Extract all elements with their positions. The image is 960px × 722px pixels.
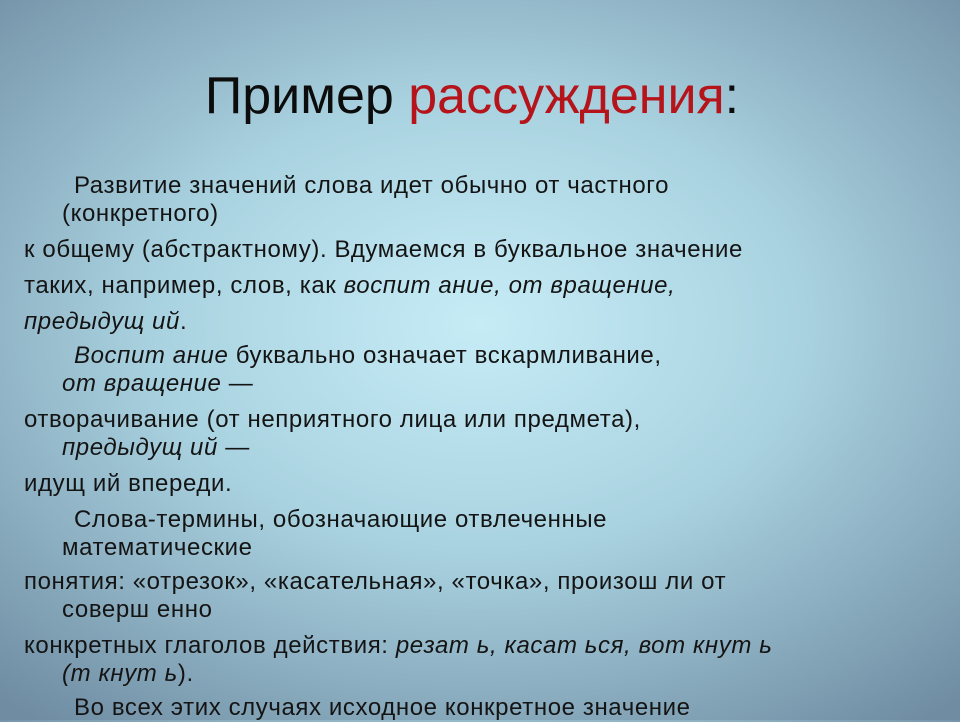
text-line: Воспит ание буквально означает вскармливание, (74, 342, 662, 369)
text-line: к общему (абстрактному). Вдумаемся в буквальное значение (24, 236, 743, 263)
text-line: математические (62, 534, 253, 561)
text-line: предыдущ ий. (24, 308, 188, 335)
text-line: конкретных глаголов действия: резат ь, касат ься, вот кнут ь (24, 632, 773, 659)
text-line: (конкретного) (62, 200, 219, 227)
title-colon: : (724, 67, 740, 125)
italic-term: (т кнут ь (62, 660, 178, 687)
text-line: отворачивание (от неприятного лица или предмета), (24, 406, 641, 433)
text-line: предыдущ ий — (62, 434, 250, 461)
text-line: (т кнут ь). (62, 660, 194, 687)
italic-term: резат ь, касат ься, вот кнут ь (395, 632, 773, 659)
italic-term: воспит ание, от вращение, (343, 272, 676, 299)
text-line: таких, например, слов, как воспит ание, от вращение, (24, 272, 676, 299)
italic-term: предыдущ ий (24, 308, 180, 335)
text-line: от вращение — (62, 370, 254, 397)
text-line: соверш енно (62, 596, 213, 623)
title-text: Пример (204, 67, 409, 125)
text-line: Слова-термины, обозначающие отвлеченные (74, 506, 608, 533)
text-line: понятия: «отрезок», «касательная», «точка», произош ли от (24, 568, 727, 595)
italic-term: предыдущ ий (62, 434, 218, 461)
title-accent: рассуждения (408, 67, 725, 125)
text-line: идущ ий впереди. (24, 470, 233, 497)
text-line: Во всех этих случаях исходное конкретное значение (74, 694, 691, 721)
text-line: Развитие значений слова идет обычно от частного (74, 172, 670, 199)
italic-term: Воспит ание (74, 342, 229, 369)
italic-term: от вращение (62, 370, 222, 397)
